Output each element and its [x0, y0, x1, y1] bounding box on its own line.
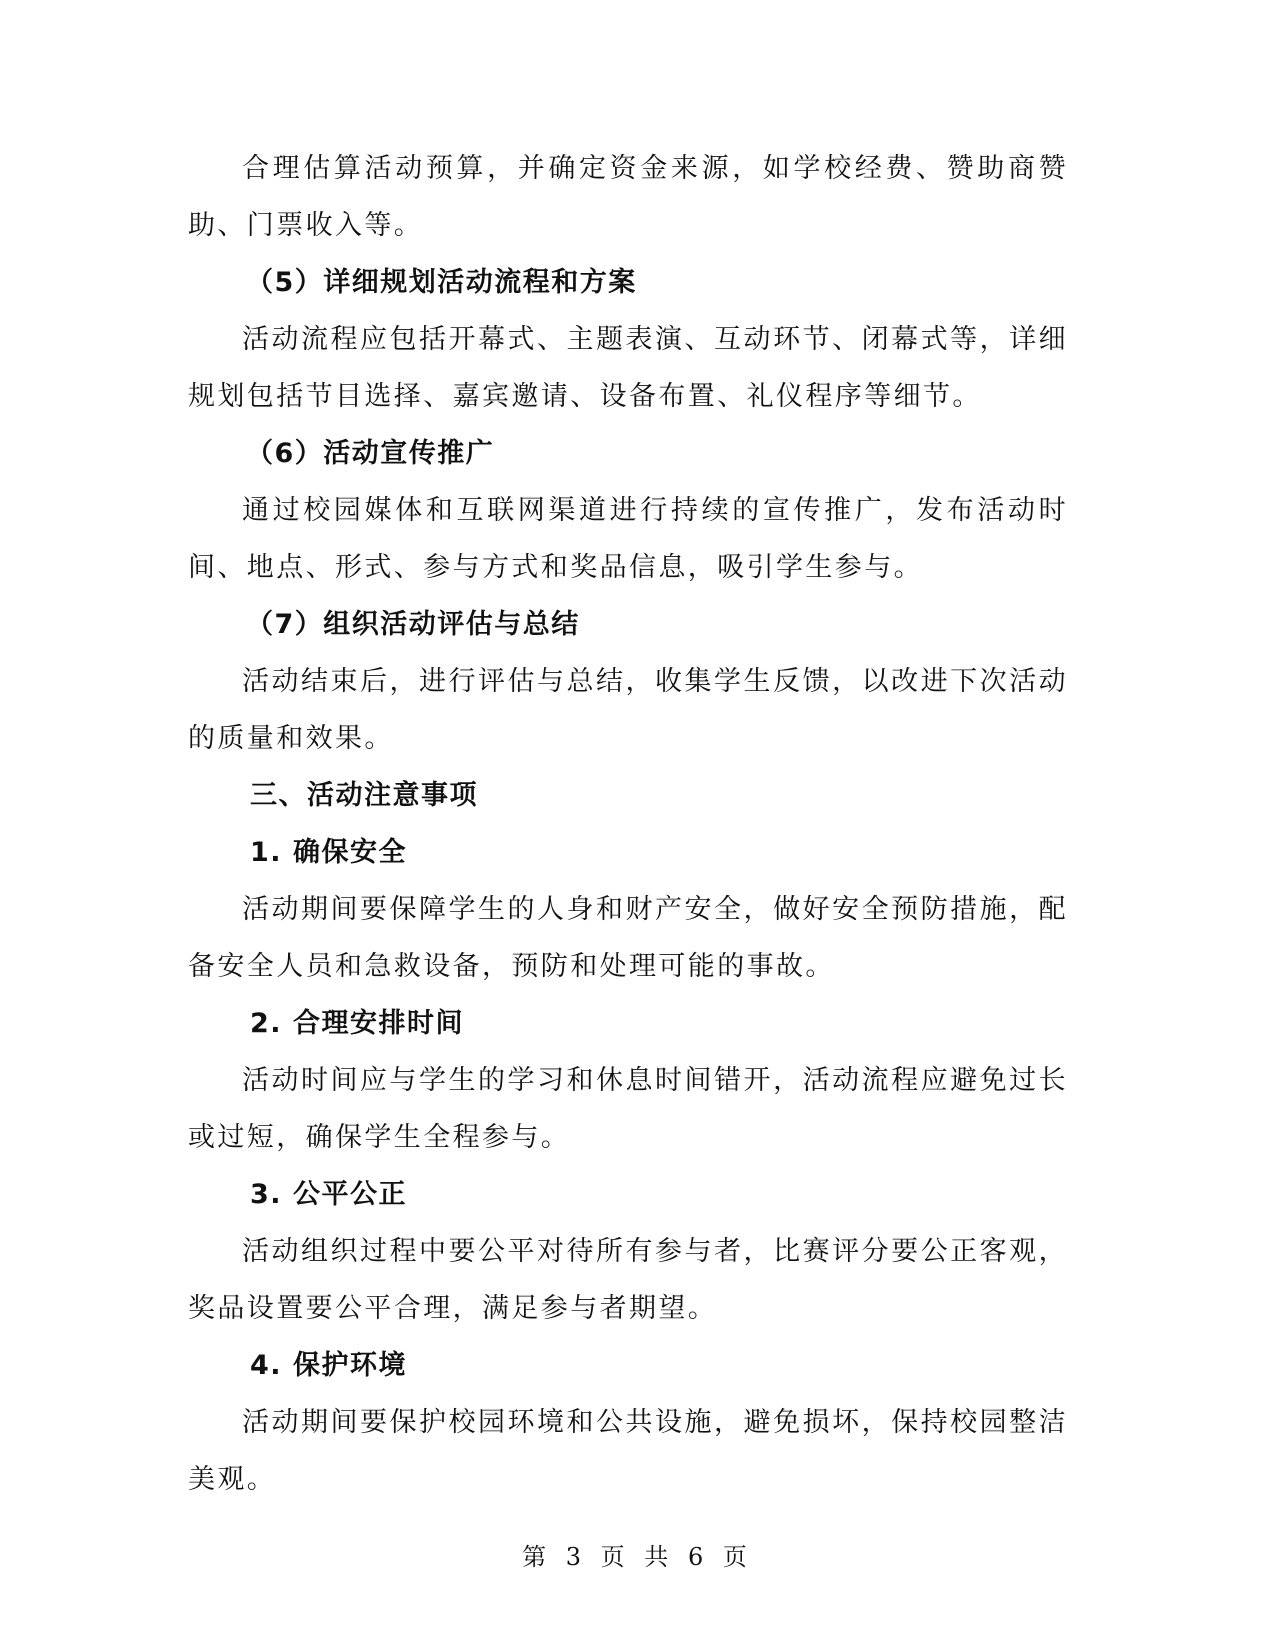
paragraph-safety: 活动期间要保障学生的人身和财产安全，做好安全预防措施，配备安全人员和急救设备，预防和处理可能的事故。: [188, 894, 1068, 982]
document-body: [188, 140, 1068, 1508]
heading-evaluation: （7）组织活动评估与总结: [246, 609, 580, 640]
paragraph-process: 活动流程应包括开幕式、主题表演、互动环节、闭幕式等，详细规划包括节目选择、嘉宾邀请、设备布置、礼仪程序等细节。: [188, 324, 1068, 412]
heading-environment: 4. 保护环境: [250, 1350, 407, 1381]
paragraph-promotion: 通过校园媒体和互联网渠道进行持续的宣传推广，发布活动时间、地点、形式、参与方式和奖品信息，吸引学生参与。: [188, 495, 1068, 583]
heading-promotion: （6）活动宣传推广: [246, 438, 495, 469]
heading-section-three: 三、活动注意事项: [250, 780, 478, 811]
heading-time: 2. 合理安排时间: [250, 1008, 464, 1039]
page-number-footer: 第 3 页 共 6 页: [522, 1543, 753, 1571]
paragraph-evaluation: 活动结束后，进行评估与总结，收集学生反馈，以改进下次活动的质量和效果。: [188, 666, 1068, 754]
paragraph-budget: 合理估算活动预算，并确定资金来源，如学校经费、赞助商赞助、门票收入等。: [188, 153, 1068, 241]
paragraph-time: 活动时间应与学生的学习和休息时间错开，活动流程应避免过长或过短，确保学生全程参与。: [188, 1065, 1068, 1153]
paragraph-fairness: 活动组织过程中要公平对待所有参与者，比赛评分要公正客观，奖品设置要公平合理，满足参与者期望。: [188, 1236, 1068, 1324]
paragraph-environment: 活动期间要保护校园环境和公共设施，避免损坏，保持校园整洁美观。: [188, 1407, 1068, 1495]
heading-plan-process: （5）详细规划活动流程和方案: [246, 267, 637, 298]
heading-safety: 1. 确保安全: [250, 837, 407, 868]
heading-fairness: 3. 公平公正: [250, 1179, 407, 1210]
